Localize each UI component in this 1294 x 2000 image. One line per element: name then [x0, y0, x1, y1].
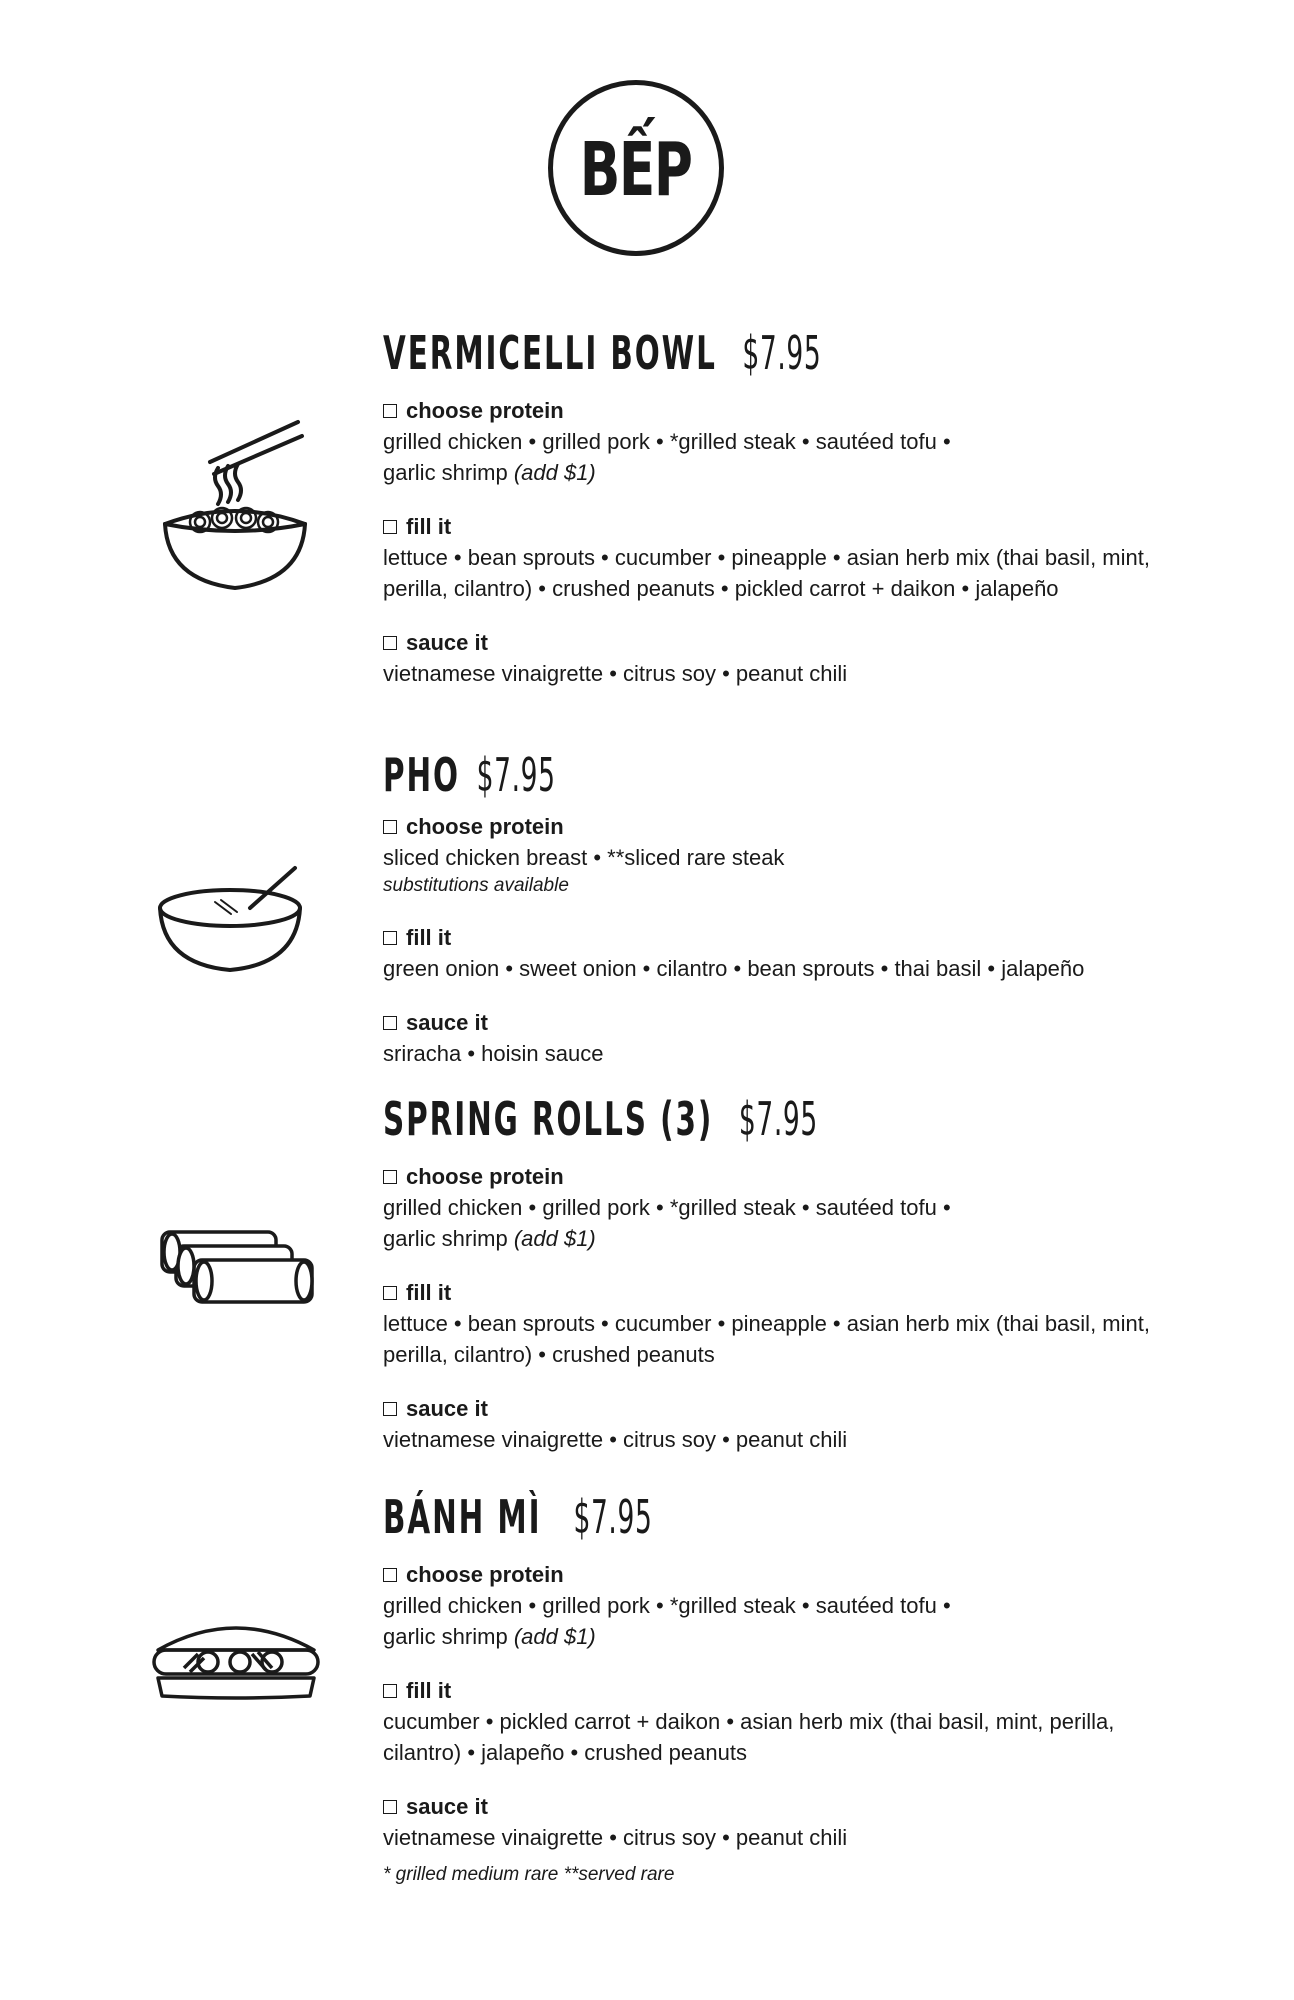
protein-group [383, 812, 1263, 899]
protein-options: grilled chicken • grilled pork • *grilled steak • sautéed tofu • garlic shrimp (add $1) [383, 1195, 951, 1251]
sauce-options: vietnamese vinaigrette • citrus soy • peanut chili [383, 661, 848, 686]
checkbox-icon[interactable] [383, 520, 397, 534]
group-heading: fill it [406, 1678, 452, 1703]
vermicelli-bowl-details [383, 326, 1263, 713]
sauce-group [383, 1792, 1263, 1853]
sauce-options: vietnamese vinaigrette • citrus soy • peanut chili [383, 1427, 848, 1452]
item-title [383, 326, 946, 380]
group-heading: sauce it [406, 1396, 488, 1421]
group-heading: fill it [406, 1280, 452, 1305]
group-heading: choose protein [406, 1164, 564, 1189]
checkbox-icon[interactable] [383, 1568, 397, 1582]
item-name: BÁNH MÌ [383, 1490, 542, 1544]
logo-badge [548, 80, 724, 256]
fill-options: lettuce • bean sprouts • cucumber • pineapple • asian herb mix (thai basil, mint, perilla, cilantro) • crushed peanuts [383, 1311, 1150, 1367]
checkbox-icon[interactable] [383, 1286, 397, 1300]
group-heading: choose protein [406, 1562, 564, 1587]
item-price: $7.95 [742, 326, 822, 380]
checkbox-icon[interactable] [383, 820, 397, 834]
protein-group [383, 1560, 1263, 1652]
protein-options: grilled chicken • grilled pork • *grilled steak • sautéed tofu • garlic shrimp (add $1) [383, 429, 951, 485]
protein-options: grilled chicken • grilled pork • *grilled steak • sautéed tofu • garlic shrimp (add $1) [383, 1593, 951, 1649]
logo-text: BẾP [580, 127, 692, 213]
substitutions-note: substitutions available [383, 875, 569, 896]
footnote: * grilled medium rare **served rare [383, 1864, 675, 1885]
group-heading: choose protein [406, 398, 564, 423]
item-price: $7.95 [573, 1490, 653, 1544]
item-price: $7.95 [738, 1092, 818, 1146]
sauce-group [383, 1008, 1263, 1069]
checkbox-icon[interactable] [383, 1684, 397, 1698]
item-price: $7.95 [476, 748, 556, 802]
group-heading: fill it [406, 925, 452, 950]
checkbox-icon[interactable] [383, 931, 397, 945]
checkbox-icon[interactable] [383, 1170, 397, 1184]
checkbox-icon[interactable] [383, 1800, 397, 1814]
item-name: VERMICELLI BOWL [383, 326, 717, 380]
checkbox-icon[interactable] [383, 1016, 397, 1030]
group-heading: sauce it [406, 1010, 488, 1035]
fill-options: cucumber • pickled carrot + daikon • asian herb mix (thai basil, mint, perilla, cilantro) • jalapeño • crushed peanuts [383, 1709, 1115, 1765]
group-heading: choose protein [406, 814, 564, 839]
checkbox-icon[interactable] [383, 1402, 397, 1416]
fill-options: green onion • sweet onion • cilantro • bean sprouts • thai basil • jalapeño [383, 956, 1085, 981]
protein-options: sliced chicken breast • **sliced rare steak [383, 845, 785, 870]
item-title [383, 748, 946, 802]
group-heading: sauce it [406, 1794, 488, 1819]
item-title [383, 1490, 946, 1544]
checkbox-icon[interactable] [383, 636, 397, 650]
group-heading: fill it [406, 514, 452, 539]
item-name: SPRING ROLLS [383, 1092, 648, 1146]
pho-details [383, 748, 1263, 1093]
spring-rolls-icon [158, 1228, 318, 1308]
fill-group [383, 1278, 1263, 1370]
protein-group [383, 1162, 1263, 1254]
item-name: PHO [383, 748, 461, 802]
sandwich-icon [150, 1620, 322, 1702]
fill-group [383, 923, 1263, 984]
sauce-group [383, 628, 1263, 689]
protein-group [383, 396, 1263, 488]
checkbox-icon[interactable] [383, 404, 397, 418]
fill-group [383, 512, 1263, 604]
noodle-bowl-icon [160, 420, 310, 590]
spring-rolls-details [383, 1092, 1263, 1479]
group-heading: sauce it [406, 630, 488, 655]
banh-mi-details [383, 1490, 1263, 1877]
item-count: (3) [660, 1092, 714, 1146]
fill-group [383, 1676, 1263, 1768]
sauce-options: sriracha • hoisin sauce [383, 1041, 604, 1066]
soup-bowl-icon [155, 864, 305, 974]
sauce-options: vietnamese vinaigrette • citrus soy • peanut chili [383, 1825, 848, 1850]
item-title [383, 1092, 946, 1146]
fill-options: lettuce • bean sprouts • cucumber • pineapple • asian herb mix (thai basil, mint, perilla, cilantro) • crushed peanuts • pickled carrot + daikon • jalapeño [383, 545, 1150, 601]
sauce-group [383, 1394, 1263, 1455]
